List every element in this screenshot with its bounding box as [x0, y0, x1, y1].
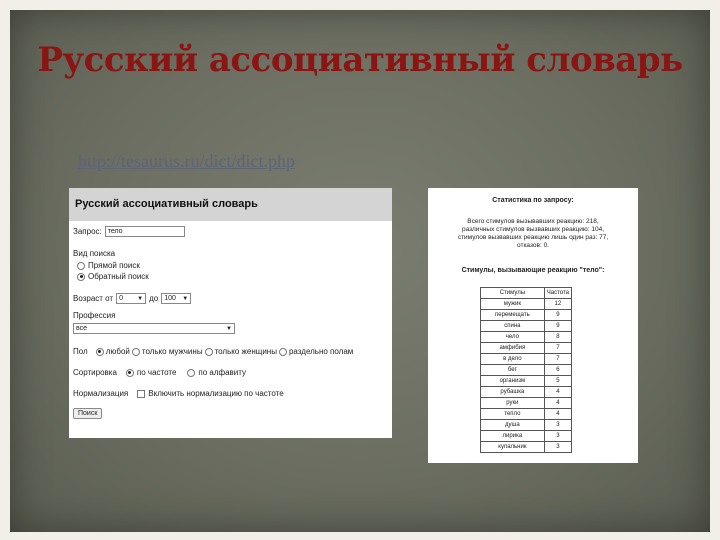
freq-cell: 4 — [544, 409, 571, 420]
stimul-cell[interactable]: душа — [481, 420, 545, 431]
stimul-cell[interactable]: тепло — [481, 409, 545, 420]
search-reverse-option[interactable] — [77, 272, 149, 281]
query-row — [73, 226, 185, 237]
gender-separate-radio[interactable] — [279, 348, 287, 356]
profession-label-row — [73, 311, 115, 320]
stats-summary-line: Всего стимулов вызывавших реакцию: 218, — [467, 218, 599, 225]
stimul-cell[interactable]: спина — [481, 321, 545, 332]
gender-male-label: только мужчины — [141, 347, 203, 356]
normalize-row — [73, 389, 284, 398]
col-header-freq: Частота — [544, 288, 571, 299]
search-button[interactable]: Поиск — [73, 408, 102, 419]
profession-select[interactable] — [73, 323, 235, 334]
sort-freq-radio[interactable] — [126, 369, 134, 377]
table-row — [481, 442, 572, 453]
chevron-down-icon: ▼ — [137, 295, 144, 302]
search-direct-label: Прямой поиск — [88, 261, 140, 270]
stimul-cell[interactable]: бег — [481, 365, 545, 376]
stimul-cell[interactable]: купальник — [481, 442, 545, 453]
age-label: Возраст от — [73, 294, 114, 303]
stimuli-subtitle: Стимулы, вызывающие реакцию "тело": — [461, 267, 605, 274]
stimul-cell[interactable]: организм — [481, 376, 545, 387]
stimul-cell[interactable]: мужик — [481, 299, 545, 310]
table-row — [481, 310, 572, 321]
stimul-cell[interactable]: рубашка — [481, 387, 545, 398]
table-row — [481, 354, 572, 365]
stats-panel — [428, 188, 638, 463]
freq-cell: 5 — [544, 376, 571, 387]
age-to-select[interactable] — [161, 293, 191, 304]
profession-row — [73, 323, 235, 334]
freq-cell: 12 — [544, 299, 571, 310]
table-header-row — [481, 288, 572, 299]
freq-cell: 8 — [544, 332, 571, 343]
age-to-label: до — [149, 294, 159, 303]
search-form-panel — [69, 188, 392, 438]
stimul-cell[interactable]: руки — [481, 398, 545, 409]
age-from-select[interactable] — [116, 293, 146, 304]
query-input[interactable]: тело — [105, 226, 185, 237]
freq-cell: 9 — [544, 310, 571, 321]
freq-cell: 4 — [544, 398, 571, 409]
freq-cell: 3 — [544, 442, 571, 453]
table-row — [481, 365, 572, 376]
stimul-cell[interactable]: чело — [481, 332, 545, 343]
gender-any-radio[interactable] — [96, 348, 104, 356]
table-row — [481, 420, 572, 431]
gender-label: Пол — [73, 347, 88, 356]
table-row — [481, 376, 572, 387]
stats-summary-line: различных стимулов вызвавших реакцию: 104, — [461, 226, 605, 233]
search-reverse-radio[interactable] — [77, 273, 85, 281]
table-row — [481, 343, 572, 354]
table-row — [481, 409, 572, 420]
gender-any-label: любой — [105, 347, 130, 356]
chevron-down-icon: ▼ — [182, 295, 189, 302]
freq-cell: 3 — [544, 420, 571, 431]
table-row — [481, 299, 572, 310]
gender-female-radio[interactable] — [205, 348, 213, 356]
search-type-text: Вид поиска — [73, 249, 116, 258]
age-to-value: 100 — [164, 295, 176, 302]
sort-alpha-label: по алфавиту — [198, 368, 247, 377]
profession-label: Профессия — [73, 311, 116, 320]
stimul-cell[interactable]: лирика — [481, 431, 545, 442]
col-header-stimul: Стимулы — [481, 288, 545, 299]
sort-alpha-radio[interactable] — [187, 369, 195, 377]
search-direct-radio[interactable] — [77, 262, 85, 270]
stats-summary-line: стимулов вызвавших реакцию лишь один раз: 77, — [457, 234, 609, 241]
stimul-cell[interactable]: амфибия — [481, 343, 545, 354]
freq-cell: 7 — [544, 354, 571, 365]
normalize-checkbox[interactable] — [137, 390, 145, 398]
search-reverse-label: Обратный поиск — [88, 272, 149, 281]
gender-row — [73, 347, 353, 356]
freq-cell: 3 — [544, 431, 571, 442]
gender-male-radio[interactable] — [132, 348, 140, 356]
search-button-row — [73, 408, 102, 419]
stats-summary — [432, 218, 634, 250]
form-header: Русский ассоциативный словарь — [69, 188, 392, 221]
sort-freq-label: по частоте — [136, 368, 177, 377]
stats-title: Статистика по запросу: — [492, 197, 574, 204]
query-label: Запрос: — [73, 227, 102, 236]
search-direct-option[interactable] — [77, 261, 140, 270]
stimuli-table — [480, 287, 572, 453]
profession-value: все — [76, 325, 88, 332]
stats-summary-line: отказов: 0. — [517, 242, 549, 249]
table-row — [481, 431, 572, 442]
age-row — [73, 293, 191, 304]
normalize-option-label: Включить нормализацию по частоте — [148, 389, 284, 398]
stimul-cell[interactable]: перемещать — [481, 310, 545, 321]
sort-row — [73, 368, 246, 377]
table-row — [481, 321, 572, 332]
stimuli-table-body — [481, 299, 572, 453]
gender-female-label: только женщины — [214, 347, 277, 356]
table-row — [481, 398, 572, 409]
freq-cell: 6 — [544, 365, 571, 376]
slide-title: Русский ассоциативный словарь — [37, 40, 683, 80]
age-from-value: 0 — [119, 295, 123, 302]
normalize-label: Нормализация — [73, 389, 129, 398]
freq-cell: 9 — [544, 321, 571, 332]
search-type-label — [73, 249, 115, 258]
dictionary-link[interactable]: http://tesaurus.ru/dict/dict.php — [78, 151, 295, 171]
stimul-cell[interactable]: в дело — [481, 354, 545, 365]
chevron-down-icon: ▼ — [226, 325, 232, 332]
gender-separate-label: раздельно полам — [288, 347, 354, 356]
sort-label: Сортировка — [73, 368, 117, 377]
table-row — [481, 387, 572, 398]
freq-cell: 7 — [544, 343, 571, 354]
table-row — [481, 332, 572, 343]
freq-cell: 4 — [544, 387, 571, 398]
